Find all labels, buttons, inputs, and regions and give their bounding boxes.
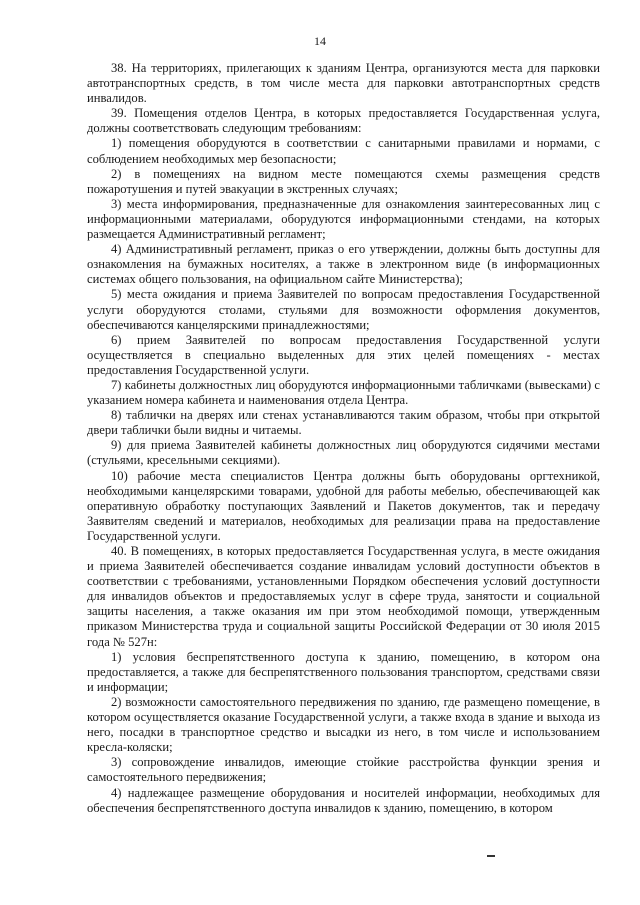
- paragraph-39: 39. Помещения отделов Центра, в которых предоставляется Государственная услуга, должны соответствовать следующим требованиям:: [87, 106, 600, 136]
- list-item-40-2: 2) возможности самостоятельного передвижения по зданию, где размещено помещение, в котором осуществляется оказание Государственной услуги, а также входа в здание и выхода из него, посадки в транспортное средство и высадки из него, в том числе и использованием кресла-коляски;: [87, 694, 600, 755]
- list-item-39-2: 2) в помещениях на видном месте помещаются схемы размещения средств пожаротушения и путей эвакуации в экстренных случаях;: [87, 166, 600, 196]
- scan-mark: [487, 855, 495, 857]
- list-item-39-8: 8) таблички на дверях или стенах устанавливаются таким образом, чтобы при открытой двери таблички были видны и читаемы.: [87, 408, 600, 438]
- list-item-40-1: 1) условия беспрепятственного доступа к зданию, помещению, в котором она предоставляется, а также для беспрепятственного пользования транспортом, средствами связи и информации;: [87, 649, 600, 694]
- list-item-40-3: 3) сопровождение инвалидов, имеющие стойкие расстройства функции зрения и самостоятельного передвижения;: [87, 755, 600, 785]
- list-item-39-1: 1) помещения оборудуются в соответствии с санитарными правилами и нормами, с соблюдением необходимых мер безопасности;: [87, 136, 600, 166]
- list-item-39-5: 5) места ожидания и приема Заявителей по вопросам предоставления Государственной услуги оборудуются столами, стульями для возможности оформления документов, обеспечиваются канцелярскими принадлежностями;: [87, 287, 600, 332]
- list-item-40-4: 4) надлежащее размещение оборудования и носителей информации, необходимых для обеспечения беспрепятственного доступа инвалидов к зданию, помещению, в котором: [87, 785, 600, 815]
- list-item-39-6: 6) прием Заявителей по вопросам предоставления Государственной услуги осуществляется в специально выделенных для этих целей помещениях - местах предоставления Государственной услуги.: [87, 332, 600, 377]
- document-body: [87, 61, 600, 816]
- list-item-39-7: 7) кабинеты должностных лиц оборудуются информационными табличками (вывесками) с указанием номера кабинета и наименования отдела Центра.: [87, 377, 600, 408]
- list-item-39-9: 9) для приема Заявителей кабинеты должностных лиц оборудуются сидячими местами (стульями, кресельными секциями).: [87, 438, 600, 468]
- list-item-39-10: 10) рабочие места специалистов Центра должны быть оборудованы оргтехникой, необходимыми канцелярскими товарами, удобной для работы мебелью, обеспечивающей как оперативную обработку поступающих Заявлений и Пакетов документов, так и передачу Заявителям сведений и материалов, необходимых для реализации права на предоставление Государственной услуги.: [87, 468, 600, 543]
- paragraph-38: 38. На территориях, прилегающих к зданиям Центра, организуются места для парковки автотранспортных средств, в том числе места для парковки автотранспортных средств инвалидов.: [87, 61, 600, 106]
- list-item-39-4: 4) Административный регламент, приказ о его утверждении, должны быть доступны для ознакомления на бумажных носителях, а также в электронном виде (в информационных системах общего пользования, на официальном сайте Министерства);: [87, 242, 600, 287]
- paragraph-40: 40. В помещениях, в которых предоставляется Государственная услуга, в месте ожидания и приема Заявителей обеспечивается создание инвалидам условий доступности объектов в соответствии с требованиями, установленными Порядком обеспечения условий доступности для инвалидов объектов и предоставляемых услуг в сфере труда, занятости и социальной защиты населения, а также оказания им при этом необходимой помощи, утвержденным приказом Министерства труда и социальной защиты Российской Федерации от 30 июля 2015 года № 527н:: [87, 544, 600, 649]
- list-item-39-3: 3) места информирования, предназначенные для ознакомления заинтересованных лиц с информационными материалами, оборудуются информационными стендами, на которых размещается Административный регламент;: [87, 196, 600, 242]
- page-number: 14: [314, 34, 326, 48]
